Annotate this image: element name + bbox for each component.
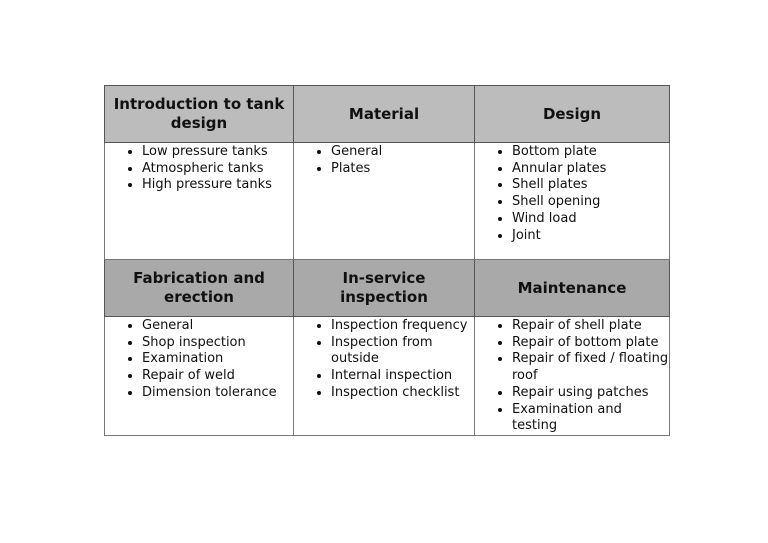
list-item: • Examination and testing — [512, 402, 669, 435]
cell-material-list — [294, 143, 475, 260]
list-item: • General — [142, 318, 293, 335]
list-item: • Dimension tolerance — [142, 385, 293, 402]
list-item: • Repair of bottom plate — [512, 335, 669, 352]
bullet-list — [475, 318, 669, 435]
list-item: • Repair of fixed / floating roof — [512, 351, 669, 384]
cell-maintenance-list — [475, 317, 670, 436]
list-item: • Repair using patches — [512, 385, 669, 402]
list-item: • Bottom plate — [512, 144, 669, 161]
list-item: • Inspection frequency — [331, 318, 474, 335]
header-maintenance: Maintenance — [475, 260, 670, 317]
list-item: • Atmospheric tanks — [142, 161, 293, 178]
header-material: Material — [294, 86, 475, 143]
list-item: • Repair of weld — [142, 368, 293, 385]
bullet-list — [105, 318, 293, 402]
bullet-list — [105, 144, 293, 194]
list-item: • Internal inspection — [331, 368, 474, 385]
list-item: • High pressure tanks — [142, 177, 293, 194]
list-item: • Shell opening — [512, 194, 669, 211]
cell-design-list — [475, 143, 670, 260]
header-row-2 — [105, 260, 670, 317]
header-fabrication-and-erection: Fabrication and erection — [105, 260, 294, 317]
bullet-list — [475, 144, 669, 244]
list-item: • Plates — [331, 161, 474, 178]
bullet-list — [294, 318, 474, 402]
cell-fabrication-list — [105, 317, 294, 436]
header-in-service-inspection: In-service inspection — [294, 260, 475, 317]
body-row-1 — [105, 143, 670, 260]
header-design: Design — [475, 86, 670, 143]
list-item: • Joint — [512, 228, 669, 245]
list-item: • Annular plates — [512, 161, 669, 178]
bullet-list — [294, 144, 474, 177]
list-item: • Shop inspection — [142, 335, 293, 352]
list-item: • Inspection checklist — [331, 385, 474, 402]
cell-intro-list — [105, 143, 294, 260]
list-item: • Wind load — [512, 211, 669, 228]
list-item: • Inspection from outside — [331, 335, 474, 368]
list-item: • General — [331, 144, 474, 161]
cell-inspection-list — [294, 317, 475, 436]
list-item: • Shell plates — [512, 177, 669, 194]
header-row-1 — [105, 86, 670, 143]
body-row-2 — [105, 317, 670, 436]
list-item: • Examination — [142, 351, 293, 368]
list-item: • Repair of shell plate — [512, 318, 669, 335]
topics-table — [104, 85, 670, 436]
list-item: • Low pressure tanks — [142, 144, 293, 161]
header-intro-to-tank-design: Introduction to tank design — [105, 86, 294, 143]
